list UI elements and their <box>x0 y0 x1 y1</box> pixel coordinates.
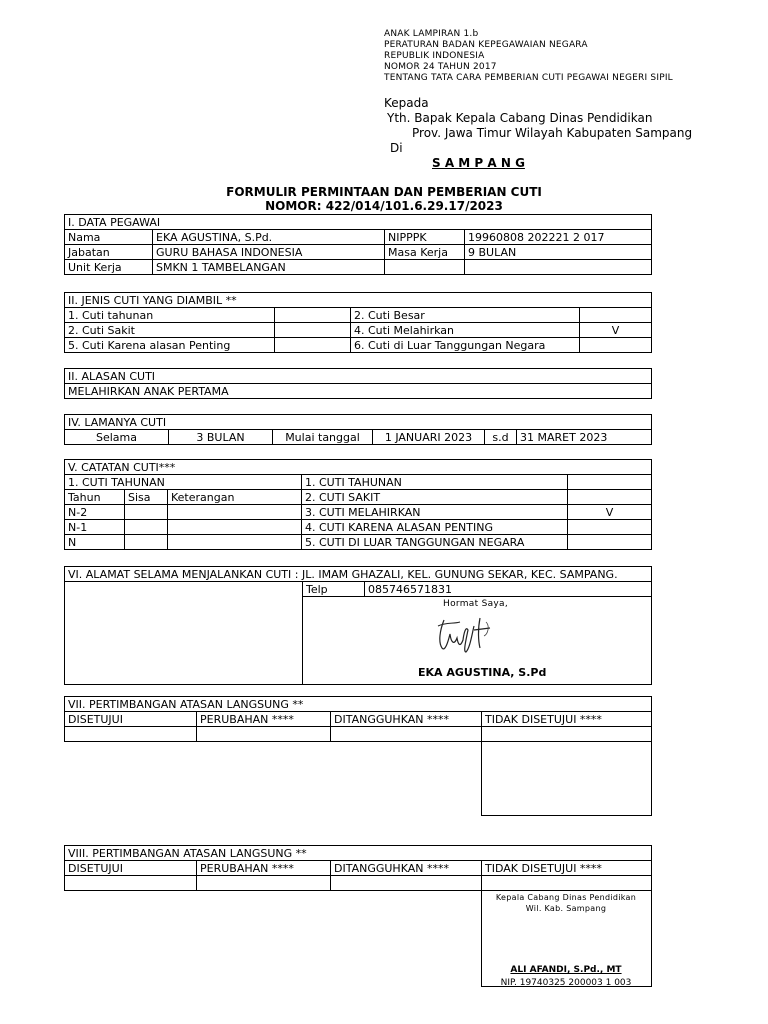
keterangan-cell <box>168 520 302 535</box>
section-header: II. JENIS CUTI YANG DIAMBIL ** <box>65 293 652 308</box>
catatan-mark-cell <box>568 475 652 490</box>
col-sisa: Sisa <box>125 490 168 505</box>
section-jenis-cuti <box>64 292 652 353</box>
decision-cell <box>482 876 652 891</box>
check-mark: V <box>580 323 652 338</box>
telp-value: 085746571831 <box>365 582 652 597</box>
section-alasan-cuti <box>64 368 652 399</box>
cuti-tahunan-title: 1. CUTI TAHUNAN <box>65 475 302 490</box>
col-tidak-disetujui: TIDAK DISETUJUI **** <box>482 861 652 876</box>
empty-cell <box>465 260 652 275</box>
checkbox-cell <box>580 338 652 353</box>
checkbox-cell <box>275 323 351 338</box>
leave-option-sakit: 2. Cuti Sakit <box>65 323 275 338</box>
catatan-item: 3. CUTI MELAHIRKAN <box>302 505 568 520</box>
catatan-mark-cell <box>568 520 652 535</box>
sisa-cell <box>125 505 168 520</box>
col-tahun: Tahun <box>65 490 125 505</box>
col-perubahan: PERUBAHAN **** <box>197 861 331 876</box>
applicant-signature <box>430 612 510 656</box>
decision-cell <box>65 876 197 891</box>
regulation-reference <box>384 29 673 84</box>
reference-line: NOMOR 24 TAHUN 2017 <box>384 62 497 72</box>
section-header: V. CATATAN CUTI*** <box>65 460 652 475</box>
decision-cell <box>331 876 482 891</box>
selama-value: 3 BULAN <box>169 430 273 445</box>
catatan-item: 4. CUTI KARENA ALASAN PENTING <box>302 520 568 535</box>
catatan-mark-cell <box>568 490 652 505</box>
col-ditangguhkan: DITANGGUHKAN **** <box>331 712 482 727</box>
address-city: S A M P A N G <box>432 156 525 170</box>
catatan-item: 5. CUTI DI LUAR TANGGUNGAN NEGARA <box>302 535 568 550</box>
section-data-pegawai <box>64 214 652 275</box>
section-alamat-cuti <box>64 566 652 685</box>
jabatan-value: GURU BAHASA INDONESIA <box>153 245 385 260</box>
form-number: NOMOR: 422/014/101.6.29.17/2023 <box>265 199 503 213</box>
section-lamanya-cuti <box>64 414 652 445</box>
hormat-saya: Hormat Saya, <box>443 599 509 609</box>
official-title <box>481 892 651 914</box>
form-title: FORMULIR PERMINTAAN DAN PEMBERIAN CUTI <box>226 185 542 199</box>
decision-cell <box>331 727 482 742</box>
section-header: VIII. PERTIMBANGAN ATASAN LANGSUNG ** <box>65 846 652 861</box>
leave-option-besar: 2. Cuti Besar <box>351 308 580 323</box>
catatan-mark-cell <box>568 535 652 550</box>
alasan-value: MELAHIRKAN ANAK PERTAMA <box>65 384 652 399</box>
address-yth: Yth. Bapak Kepala Cabang Dinas Pendidikan <box>387 111 653 125</box>
alamat-empty-cell <box>65 582 303 685</box>
keterangan-cell <box>168 505 302 520</box>
leave-option-tahunan: 1. Cuti tahunan <box>65 308 275 323</box>
section-header: VII. PERTIMBANGAN ATASAN LANGSUNG ** <box>65 697 652 712</box>
tahun-row-label: N-2 <box>65 505 125 520</box>
official-title-line: Wil. Kab. Sampang <box>525 904 607 913</box>
decision-cell <box>197 876 331 891</box>
decision-cell <box>65 727 197 742</box>
unit-kerja-value: SMKN 1 TAMBELANGAN <box>153 260 385 275</box>
nipppk-label: NIPPPK <box>385 230 465 245</box>
mulai-value: 1 JANUARI 2023 <box>373 430 485 445</box>
leave-option-luar-tanggungan: 6. Cuti di Luar Tanggungan Negara <box>351 338 580 353</box>
official-name: ALI AFANDI, S.Pd., MT <box>510 965 622 975</box>
mulai-label: Mulai tanggal <box>273 430 373 445</box>
check-mark: V <box>568 505 652 520</box>
jabatan-label: Jabatan <box>65 245 153 260</box>
section-header: VI. ALAMAT SELAMA MENJALANKAN CUTI : JL. IMAM GHAZALI, KEL. GUNUNG SEKAR, KEC. SAMPANG. <box>65 567 652 582</box>
reference-line: ANAK LAMPIRAN 1.b <box>384 29 479 39</box>
tahun-row-label: N <box>65 535 125 550</box>
col-disetujui: DISETUJUI <box>65 861 197 876</box>
unit-kerja-label: Unit Kerja <box>65 260 153 275</box>
col-perubahan: PERUBAHAN **** <box>197 712 331 727</box>
selama-label: Selama <box>65 430 169 445</box>
reference-line: PERATURAN BADAN KEPEGAWAIAN NEGARA <box>384 40 588 50</box>
section-catatan-cuti <box>64 459 652 550</box>
leave-option-penting: 5. Cuti Karena alasan Penting <box>65 338 275 353</box>
checkbox-cell <box>580 308 652 323</box>
telp-label: Telp <box>303 582 365 597</box>
section-header: IV. LAMANYA CUTI <box>65 415 652 430</box>
sisa-cell <box>125 535 168 550</box>
catatan-item: 2. CUTI SAKIT <box>302 490 568 505</box>
nama-label: Nama <box>65 230 153 245</box>
address-di: Di <box>390 141 403 155</box>
masa-kerja-value: 9 BULAN <box>465 245 652 260</box>
official-title-line: Kepala Cabang Dinas Pendidikan <box>495 893 637 902</box>
nipppk-value: 19960808 202221 2 017 <box>465 230 652 245</box>
decision-cell <box>197 727 331 742</box>
blank-area <box>65 742 482 816</box>
empty-cell <box>385 260 465 275</box>
sd-label: s.d <box>485 430 517 445</box>
reference-line: TENTANG TATA CARA PEMBERIAN CUTI PEGAWAI NEGERI SIPIL <box>384 73 673 83</box>
address-kepada: Kepada <box>384 96 429 110</box>
superior-signature-box <box>482 742 652 816</box>
catatan-item: 1. CUTI TAHUNAN <box>302 475 568 490</box>
col-ditangguhkan: DITANGGUHKAN **** <box>331 861 482 876</box>
decision-cell <box>482 727 652 742</box>
col-tidak-disetujui: TIDAK DISETUJUI **** <box>482 712 652 727</box>
nama-value: EKA AGUSTINA, S.Pd. <box>153 230 385 245</box>
keterangan-cell <box>168 535 302 550</box>
leave-option-melahirkan: 4. Cuti Melahirkan <box>351 323 580 338</box>
reference-line: REPUBLIK INDONESIA <box>384 51 485 61</box>
applicant-name: EKA AGUSTINA, S.Pd <box>418 666 547 679</box>
checkbox-cell <box>275 308 351 323</box>
col-keterangan: Keterangan <box>168 490 302 505</box>
sisa-cell <box>125 520 168 535</box>
blank-area <box>65 891 482 987</box>
col-disetujui: DISETUJUI <box>65 712 197 727</box>
checkbox-cell <box>275 338 351 353</box>
masa-kerja-label: Masa Kerja <box>385 245 465 260</box>
address-prov: Prov. Jawa Timur Wilayah Kabupaten Sampang <box>412 126 693 140</box>
official-nip: NIP. 19740325 200003 1 003 <box>500 978 632 988</box>
tahun-row-label: N-1 <box>65 520 125 535</box>
sd-value: 31 MARET 2023 <box>517 430 652 445</box>
section-header: II. ALASAN CUTI <box>65 369 652 384</box>
section-header: I. DATA PEGAWAI <box>65 215 652 230</box>
section-pertimbangan-vii <box>64 696 652 816</box>
